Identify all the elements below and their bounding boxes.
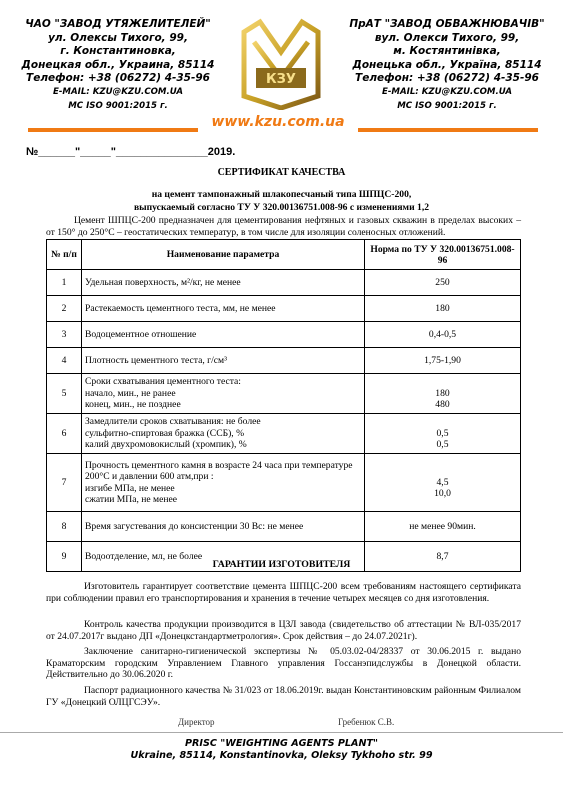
row-number: 2	[47, 296, 82, 322]
company-name-ua: ПрАТ "ЗАВОД ОБВАЖНЮВАЧІВ"	[349, 18, 545, 30]
row-norm: 0,4-0,5	[365, 322, 521, 348]
iso-ua: MC ISO 9001:2015 г.	[397, 100, 497, 111]
row-number: 4	[47, 348, 82, 374]
region-ru: Донецкая обл., Украина, 85114	[21, 58, 215, 71]
table-row	[47, 270, 521, 296]
accent-line-left	[28, 128, 198, 132]
header-right	[341, 18, 553, 113]
guarantee-paragraph-4: Паспорт радиационного качества № 31/023 от 18.06.2019г. выдан Константиновским районным Филиалом ГУ «Донецкий ОЛЦГСЭУ».	[46, 685, 521, 708]
region-ua: Донецька обл., Україна, 85114	[352, 58, 542, 71]
email-ua: E-MAIL: KZU@KZU.COM.UA	[381, 86, 512, 97]
row-number: 5	[47, 374, 82, 414]
guarantee-paragraph-1: Изготовитель гарантирует соответствие цемента ШПЦС-200 всем требованиям настоящего сертификата при соблюдении правил его транспортирования и хранения в течение четырех месяцев со дня изготовления.	[46, 581, 521, 604]
row-number: 7	[47, 454, 82, 512]
table-row	[47, 454, 521, 512]
table-body	[47, 270, 521, 572]
row-parameter: Водоцементное отношение	[82, 322, 365, 348]
row-number: 3	[47, 322, 82, 348]
iso-ru: MC ISO 9001:2015 г.	[68, 100, 168, 111]
row-parameter: Удельная поверхность, м²/кг, не менее	[82, 270, 365, 296]
row-parameter: Сроки схватывания цементного теста: начало, мин., не ранее конец, мин., не позднее	[82, 374, 365, 414]
table-row	[47, 414, 521, 454]
row-number: 6	[47, 414, 82, 454]
row-norm: 180	[365, 296, 521, 322]
table-row	[47, 348, 521, 374]
row-parameter: Прочность цементного камня в возрасте 24 часа при температуре 200°С и давлении 600 атм,при : изгибе МПа, не менее сжатии МПа, не менее	[82, 454, 365, 512]
row-parameter: Плотность цементного теста, г/см³	[82, 348, 365, 374]
table-row	[47, 374, 521, 414]
row-parameter: Растекаемость цементного теста, мм, не менее	[82, 296, 365, 322]
col-header-number: № п/п	[47, 240, 82, 270]
footer-company: PRISC "WEIGHTING AGENTS PLANT"	[184, 738, 379, 749]
footer-address: Ukraine, 85114, Konstantinovka, Oleksy Tykhoho str. 99	[130, 750, 433, 761]
company-name-ru: ЧАО "ЗАВОД УТЯЖЕЛИТЕЛЕЙ"	[25, 18, 211, 30]
website-link[interactable]: www.kzu.com.ua	[211, 114, 345, 130]
certificate-subtitle-1: на цемент тампонажный шлакопесчаный типа ШПЦС-200,	[151, 189, 412, 200]
col-header-parameter: Наименование параметра	[82, 240, 365, 270]
email-ru: E-MAIL: KZU@KZU.COM.UA	[52, 86, 183, 97]
row-norm: 250	[365, 270, 521, 296]
row-parameter: Замедлители сроков схватывания: не более сульфитно-спиртовая бражка (ССБ), % калий двухромовокислый (хромпик), %	[82, 414, 365, 454]
footer	[0, 738, 563, 762]
document-number: №______"_____"_______________2019.	[26, 146, 236, 158]
intro-paragraph: Цемент ШПЦС-200 предназначен для цементирования нефтяных и газовых скважин в пределах высоких – от 150° до 250°С – геостатических температур, в том числе для изоляции соленосных отложений.	[46, 215, 521, 238]
header-left	[12, 18, 224, 113]
signature-name: Гребенюк С.В.	[338, 717, 395, 727]
certificate-title: СЕРТИФИКАТ КАЧЕСТВА	[217, 167, 346, 178]
row-norm: 180 480	[365, 374, 521, 414]
col-header-norm: Норма по ТУ У 320.00136751.008-96	[365, 240, 521, 270]
city-ua: м. Костянтинівка,	[393, 45, 501, 58]
table-row	[47, 322, 521, 348]
street-ua: вул. Олекси Тихого, 99,	[374, 31, 520, 44]
kzu-logo-icon	[236, 18, 326, 110]
row-norm: 4,5 10,0	[365, 454, 521, 512]
signature-role: Директор	[178, 717, 215, 727]
logo-text: КЗУ	[266, 72, 296, 87]
certificate-subtitle-2: выпускаемый согласно ТУ У 320.00136751.008-96 с изменениями 1,2	[133, 202, 430, 213]
parameters-table	[46, 239, 521, 572]
row-parameter: Водоотделение, мл, не более	[82, 542, 365, 572]
guarantee-paragraph-2: Контроль качества продукции производится в ЦЗЛ завода (свидетельство об аттестации № ВЛ-035/2017 от 24.07.2017г выдано ДП «Донецкстандартметрология». Срок действия – до 24.07.2021г).	[46, 619, 521, 642]
row-norm: не менее 90мин.	[365, 512, 521, 542]
row-norm: 0,5 0,5	[365, 414, 521, 454]
guarantee-title: ГАРАНТИИ ИЗГОТОВИТЕЛЯ	[212, 559, 351, 570]
row-norm: 8,7	[365, 542, 521, 572]
row-number: 8	[47, 512, 82, 542]
table-row	[47, 512, 521, 542]
city-ru: г. Константиновка,	[60, 45, 176, 58]
row-number: 1	[47, 270, 82, 296]
accent-line-right	[358, 128, 538, 132]
row-parameter: Время загустевания до консистенции 30 Вс: не менее	[82, 512, 365, 542]
row-norm: 1,75-1,90	[365, 348, 521, 374]
table-header-row	[47, 240, 521, 270]
footer-divider	[0, 732, 563, 733]
row-number: 9	[47, 542, 82, 572]
street-ru: ул. Олексы Тихого, 99,	[48, 31, 188, 44]
guarantee-paragraph-3: Заключение санитарно-гигиенической экспертизы № 05.03.02-04/28337 от 30.06.2015 г. выдано Краматорским городским Управлением Главного управления Госсанэпидслужбы в Донецкой области. Действительно до 30.06.2020 г.	[46, 646, 521, 681]
phone-ua: Телефон: +38 (06272) 4-35-96	[355, 72, 539, 85]
phone-ru: Телефон: +38 (06272) 4-35-96	[26, 72, 210, 85]
table-row	[47, 296, 521, 322]
